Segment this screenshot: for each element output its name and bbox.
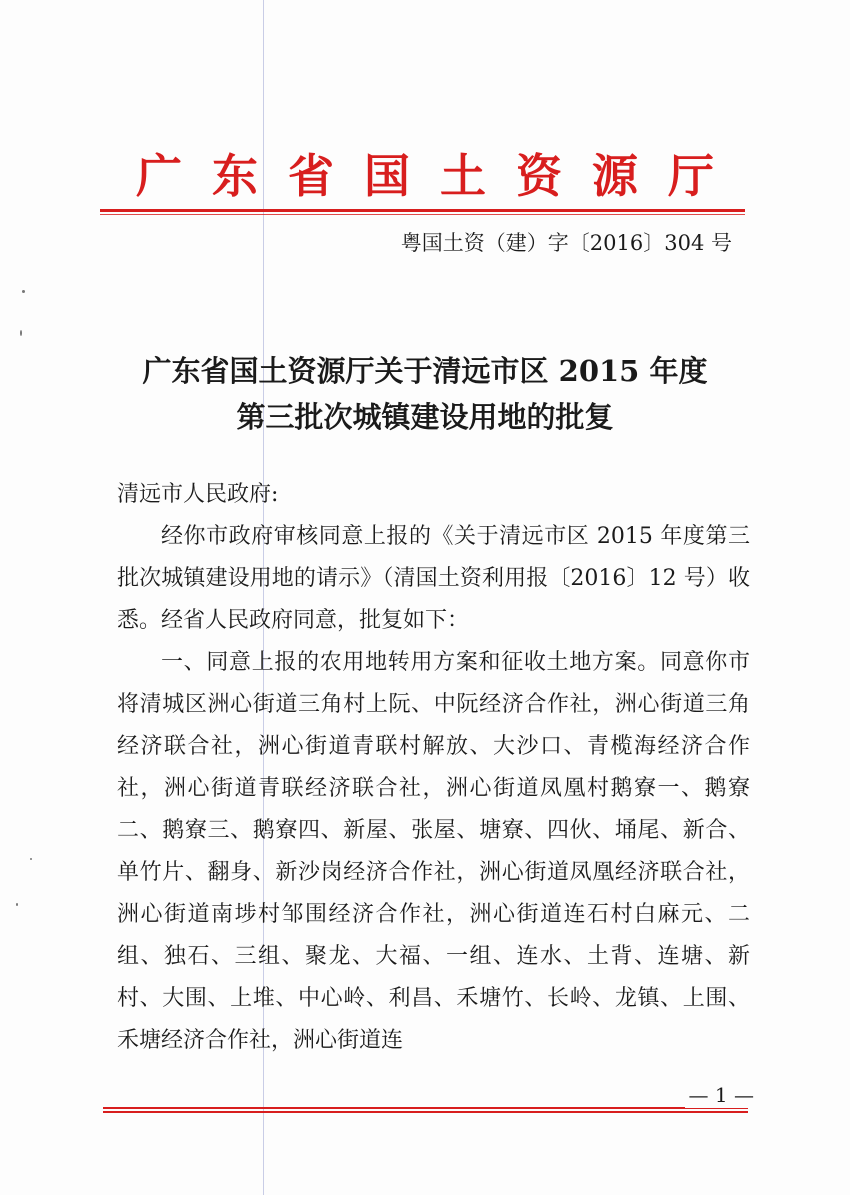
scan-speck	[16, 903, 18, 906]
body-paragraph-2: 一、同意上报的农用地转用方案和征收土地方案。同意你市将清城区洲心街道三角村上阮、中阮经济合作社，洲心街道三角经济联合社，洲心街道青联村解放、大沙口、青榄海经济合作社，洲心街道青联经济联合社，洲心街道凤凰村鹅寮一、鹅寮二、鹅寮三、鹅寮四、新屋、张屋、塘寮、四伙、埇尾、新合、单竹片、翻身、新沙岗经济合作社，洲心街道凤凰经济联合社，洲心街道南埗村邹围经济合作社，洲心街道连石村白麻元、二组、独石、三组、聚龙、大福、一组、连水、土背、连塘、新村、大围、上堆、中心岭、利昌、禾塘竹、长岭、龙镇、上围、禾塘经济合作社，洲心街道连	[117, 650, 750, 1053]
salutation: 清远市人民政府:	[117, 482, 279, 507]
title-line-1: 广东省国土资源厅关于清远市区 2015 年度	[142, 354, 708, 388]
document-body	[117, 474, 750, 1062]
agency-header: 广东省国土资源厅	[136, 149, 744, 203]
red-header-rule-thin	[100, 214, 745, 215]
document-title	[100, 348, 750, 440]
scan-speck	[22, 290, 25, 293]
red-header-rule	[100, 209, 745, 212]
scan-speck	[30, 858, 32, 860]
red-footer-rule	[103, 1107, 748, 1109]
body-paragraph-1: 经你市政府审核同意上报的《关于清远市区 2015 年度第三批次城镇建设用地的请示》（清国土资利用报〔2016〕12 号）收悉。经省人民政府同意，批复如下：	[117, 524, 750, 633]
title-line-2: 第三批次城镇建设用地的批复	[236, 400, 614, 434]
scan-speck	[20, 330, 22, 336]
page-number: — 1 —	[685, 1082, 758, 1108]
document-number: 粤国土资（建）字〔2016〕304 号	[400, 231, 732, 255]
red-footer-rule-2	[103, 1111, 748, 1113]
